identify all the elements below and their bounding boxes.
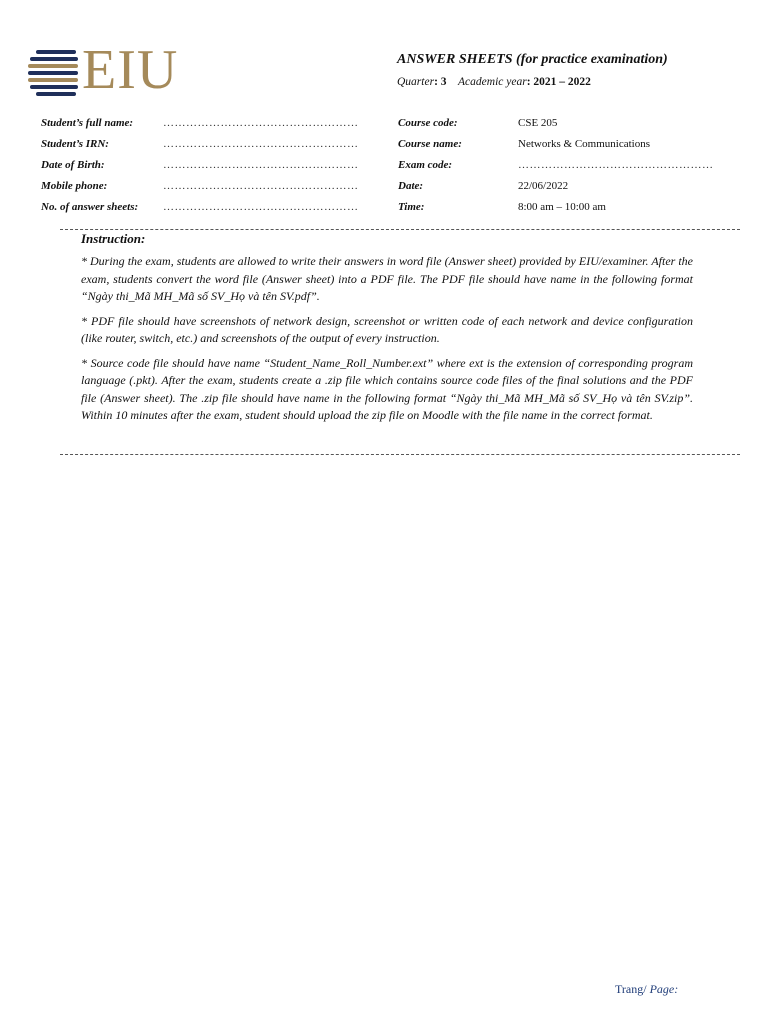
instruction-paragraph: * During the exam, students are allowed to write their answers in word file (Answer sheet) provided by EIU/examiner. After the exam, students convert the word file (Answer sheet) into a PDF file. The PDF file should have name in the following format “Ngày thi_Mã MH_Mã số SV_Họ và tên SV.pdf”. [81, 254, 693, 303]
info-row [41, 180, 741, 201]
answer-sheets-label: No. of answer sheets: [41, 201, 139, 213]
info-row [41, 117, 741, 138]
top-divider [60, 229, 740, 230]
dob-label: Date of Birth: [41, 159, 105, 171]
answer-sheets-field[interactable]: …………………………………………… [163, 201, 359, 213]
instruction-body [81, 253, 693, 432]
logo-text: EIU [82, 39, 179, 101]
exam-code-label: Exam code: [398, 159, 453, 171]
page-title: ANSWER SHEETS (for practice examination) [397, 52, 668, 67]
date-label: Date: [398, 180, 424, 192]
date-value: 22/06/2022 [518, 180, 569, 192]
info-row [41, 138, 741, 159]
page-label-vi: Trang/ [615, 982, 647, 996]
course-name-label: Course name: [398, 138, 462, 150]
logo-stripes-icon [28, 50, 80, 96]
instruction-title: Instruction: [81, 231, 146, 246]
course-code-label: Course code: [398, 117, 458, 129]
instruction-paragraph: * Source code file should have name “Student_Name_Roll_Number.ext” where ext is the extension of corresponding program language (.pkt). After the exam, students create a .zip file which contains source code files of the final solutions and the PDF file (Answer sheet). The .zip file should have name in the following format “Ngày thi_Mã MH_Mã số SV_Họ và tên SV.zip”. Within 10 minutes after the exam, student should upload the zip file on Moodle with the file name in the correct format. [81, 355, 693, 422]
quarter-value: 3 [440, 76, 447, 88]
eiu-logo [28, 39, 210, 101]
time-value: 8:00 am – 10:00 am [518, 201, 606, 213]
irn-field[interactable]: …………………………………………… [163, 138, 359, 150]
page-label-en: Page: [649, 982, 679, 996]
info-table [41, 117, 741, 222]
quarter-year-line: Quarter: 3 Academic year: 2021 – 2022 [397, 76, 591, 88]
year-value: 2021 – 2022 [533, 76, 591, 88]
irn-label: Student’s IRN: [41, 138, 109, 150]
phone-label: Mobile phone: [41, 180, 108, 192]
phone-field[interactable]: …………………………………………… [163, 180, 359, 192]
bottom-divider [60, 454, 740, 455]
quarter-label: Quarter [397, 76, 435, 88]
info-row [41, 159, 741, 180]
dob-field[interactable]: …………………………………………… [163, 159, 359, 171]
page-footer [615, 982, 678, 997]
full-name-field[interactable]: …………………………………………… [163, 117, 359, 129]
full-name-label: Student’s full name: [41, 117, 134, 129]
course-code-value: CSE 205 [518, 117, 558, 129]
course-name-value: Networks & Communications [518, 138, 650, 150]
info-row [41, 201, 741, 222]
year-label: Academic year [458, 76, 527, 88]
instruction-paragraph: * PDF file should have screenshots of network design, screenshot or written code of each network and device configuration (like router, switch, etc.) and screenshots of the output of every instruction. [81, 313, 693, 345]
exam-code-field[interactable]: …………………………………………… [518, 159, 714, 171]
time-label: Time: [398, 201, 425, 213]
